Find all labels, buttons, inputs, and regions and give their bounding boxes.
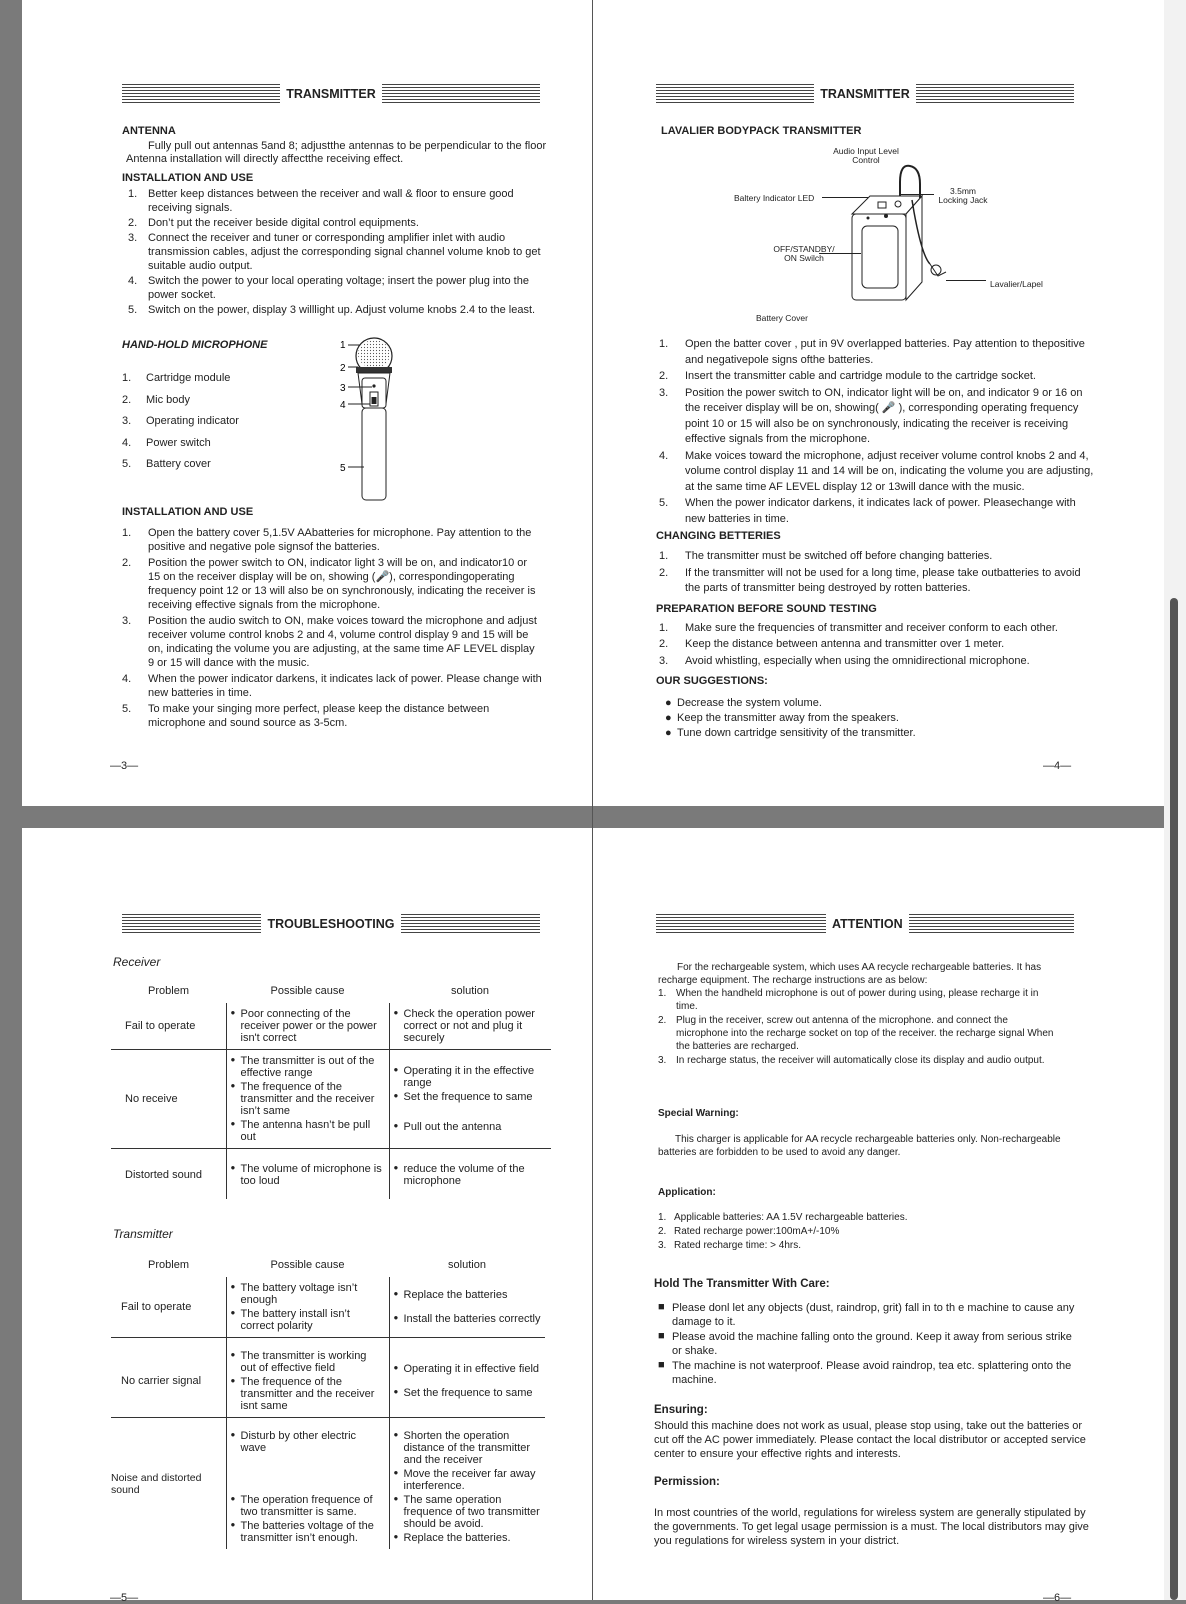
label-lapel: Lavalier/Lapel <box>990 279 1043 289</box>
label-switch: OFF/STANDBY/ ON Swilch <box>773 244 835 263</box>
page4-number: —4— <box>1043 760 1072 772</box>
page5-title: TROUBLESHOOTING <box>267 917 395 931</box>
prep-list <box>659 621 1097 670</box>
mic-callout-1: 1 <box>340 340 346 351</box>
table-row: Fail to operate ● The battery voltage isn’t enough ● The battery install isn’t correct polarity ● Replace the batteries ● Install the batteries correctly <box>111 1277 545 1338</box>
transmitter-label: Transmitter <box>113 1227 173 1241</box>
page3-install2 <box>122 505 542 731</box>
list-item: 4. Make voices toward the microphone, adjust receiver volume control knobs 2 and 4, volume control display 11 and 14 will be on, indicating the volume you are adjusting, at the same time AF LEVEL display 12 or 13will dance with the music. <box>659 449 1094 493</box>
suggestions-heading: OUR SUGGESTIONS: <box>656 675 768 687</box>
list-item: 1. Applicable batteries: AA 1.5V rechargeable batteries. <box>658 1212 908 1223</box>
page3-header <box>122 83 540 105</box>
list-item: 4. When the power indicator darkens, it indicates lack of power. Please change with new batteries in time. <box>122 673 542 699</box>
list-item: 5. When the power indicator darkens, it indicates lack of power. Pleasechange with new batteries in time. <box>659 497 1076 525</box>
page3-title: TRANSMITTER <box>286 87 376 101</box>
install-list <box>122 187 552 317</box>
application-heading: Application: <box>658 1187 716 1198</box>
bodypack-transmitter-illustration <box>840 160 1000 320</box>
list-item: 4. Switch the power to your local operating voltage; insert the power plug into the power socket. <box>128 275 529 301</box>
mic-callout-2: 2 <box>340 363 346 374</box>
lavalier-heading: LAVALIER BODYPACK TRANSMITTER <box>661 125 862 137</box>
handhold-heading: HAND-HOLD MICROPHONE <box>122 339 268 351</box>
list-item: 3. Rated recharge time: > 4hrs. <box>658 1240 802 1251</box>
list-item: 1. Make sure the frequencies of transmitter and receiver conform to each other. <box>659 621 1058 634</box>
col-problem: Problem <box>148 985 189 997</box>
ensuring-heading: Ensuring: <box>654 1404 708 1416</box>
list-item: 2. Don’t put the receiver beside digital control equipments. <box>128 217 419 229</box>
changing-list <box>659 549 1097 597</box>
page3-body <box>122 124 552 318</box>
list-item: 1. Open the batter cover , put in 9V overlapped batteries. Pay attention to thepositive and negativepole signs ofthe batteries. <box>659 338 1085 366</box>
recharge-list <box>658 987 1060 1067</box>
table-row: Fail to operate ● Poor connecting of the receiver power or the power isn't correct ● Check the operation power correct or not and plug it securely <box>111 1003 551 1050</box>
receiver-label: Receiver <box>113 955 161 969</box>
install2-heading: INSTALLATION AND USE <box>122 506 254 518</box>
page6-header <box>656 913 1074 935</box>
page3-number: —3— <box>110 760 139 772</box>
list-item: 3. Position the power switch to ON, indicator light will be on, and indicator 9 or 16 on the receiver display will be on, showing( 🎤 ), corresponding operating frequency point 10 or 15 will also be on synchronously, indicating the receiver is receiving effective signals from the microphone. <box>659 386 1083 445</box>
label-battery-cover: Battery Cover <box>756 313 808 323</box>
list-item: 3. Operating indicator <box>122 415 239 427</box>
table-row: Noise and distorted sound ● Disturb by other electric wave ● The operation frequence of two transmitter is same. ● The batteries voltage of the transmitter isn’t enough. ● Shorten the operation distance of the transmitter and the receiver ● Move the receiver far away interference. ● The same operation frequence of two transmitter should be avoid. ● Replace the batteries. <box>111 1418 545 1550</box>
table-row: No carrier signal ● The transmitter is working out of effective field ● The frequence of the transmitter and the receiver isnt same ● Operating it in effective field ● Set the frequence to same <box>111 1338 545 1418</box>
page4-steps <box>656 337 1097 741</box>
antenna-text: Fully pull out antennas 5and 8; adjustthe antennas to be perpendicular to the floor Antenna installation will directly affectthe receiving effect. <box>126 140 547 165</box>
list-item: 2. If the transmitter will not be used for a long time, please take outbatteries to avoid the parts of transmitter being destroyed by rotten batteries. <box>659 566 1081 594</box>
application-list <box>658 1211 1058 1253</box>
list-item: ● Keep the transmitter away from the speakers. <box>665 712 899 724</box>
label-battery-led: Baltery Indicator LED <box>734 193 815 203</box>
table-row: No receive ● The transmitter is out of the effective range ● The frequence of the transmitter and the receiver isn’t same ● The antenna hasn’t be pull out ● Operating it in the effective range ● Set the frequence to same ● Pull out the antenna <box>111 1050 551 1149</box>
page4-header <box>656 83 1074 105</box>
special-warning-heading: Special Warning: <box>658 1108 739 1119</box>
list-item: 4. Power switch <box>122 436 211 449</box>
care-list <box>654 1301 1084 1388</box>
ensuring-text: Should this machine does not work as usual, please stop using, take out the batteries or cut off the AC power immediately. Please contact the local distributor or accepted service center to ensure your effective rights and interests. <box>654 1420 1086 1460</box>
list-item: 1. When the handheld microphone is out of power during using, please recharge it in time. <box>658 988 1039 1012</box>
mic-callout-3: 3 <box>340 383 346 394</box>
list-item: ■ The machine is not waterproof. Please avoid raindrop, tea etc. splattering onto the machine. <box>658 1359 1072 1386</box>
intro-text: For the rechargeable system, which uses AA recycle rechargeable batteries. It has recharge equipment. The recharge instructions are as below: <box>658 962 1042 986</box>
receiver-table <box>111 981 551 1199</box>
list-item: ■ Please donl let any objects (dust, raindrop, grit) fall in to th e machine to cause any damage to it. <box>658 1301 1075 1328</box>
prep-heading: PREPARATION BEFORE SOUND TESTING <box>656 602 877 615</box>
steps-list <box>659 337 1097 527</box>
page6-title: ATTENTION <box>832 917 903 931</box>
page5-header <box>122 913 540 935</box>
list-item: 3. Position the audio switch to ON, make voices toward the microphone and adjust receiver volume control knobs 2 and 4, volume control display 9 and 15 will be on, indicating the volume you are adjusting, at the same time AF LEVEL display 9 or 15 will dance with the music. <box>122 615 537 669</box>
list-item: 1. Open the battery cover 5,1.5V AAbatteries for microphone. Pay attention to the positive and negative pole signsof the batteries. <box>122 527 532 553</box>
page6-intro <box>658 961 1060 1068</box>
list-item: 1. Better keep distances between the receiver and wall & floor to ensure good receiving signals. <box>128 188 514 214</box>
list-item: 2. Insert the transmitter cable and cartridge module to the cartridge socket. <box>659 370 1036 382</box>
mic-callout-4: 4 <box>340 400 346 411</box>
parts-list <box>122 368 322 476</box>
list-item: 3. In recharge status, the receiver will automatically close its display and audio output. <box>658 1055 1045 1066</box>
list-item: 2. Keep the distance between antenna and transmitter over 1 meter. <box>659 638 1005 650</box>
scrollbar-thumb[interactable] <box>1170 598 1178 1600</box>
page-divider <box>592 0 593 1600</box>
page6-number: —6— <box>1043 1592 1072 1604</box>
list-item: 2. Rated recharge power:100mA+/-10% <box>658 1226 840 1237</box>
antenna-heading: ANTENNA <box>122 125 176 137</box>
page5-number: —5— <box>110 1592 139 1604</box>
label-locking-jack: 3.5mm Locking Jack <box>938 186 988 205</box>
list-item: 5. To make your singing more perfect, please keep the distance between microphone and sound source as 3-5cm. <box>122 703 490 729</box>
install-heading: INSTALLATION AND USE <box>122 172 254 184</box>
special-warning-text: This charger is applicable for AA recycle rechargeable batteries only. Non-rechargeable batteries are forbidden to be used to avoid any danger. <box>658 1134 1061 1158</box>
transmitter-table: Problem Possible cause solution Fail to operate ● The battery voltage isn’t enough ● The battery install isn’t correct polarity ● Replace the batteries ● Install the batteries correctly No carrier signal ● The transmitter is working out of effective field ● The frequence of the transmitter and the receiver isnt same ● Operating it in effective field ● Set the frequence to same Noise and distorted sound ● Disturb by other electric wave ● The operation frequence of two transmitter is same. ● The batteries voltage of the transmitter isn’t enough. ● Shorten the operation distance of the transmitter and the receiver ● Move the receiver far away interference. ● The same operation frequence of two transmitter should be avoid. ● Replace the batteries. <box>111 1255 545 1549</box>
care-heading: Hold The Transmitter With Care: <box>654 1278 830 1290</box>
handheld-microphone-illustration <box>336 334 406 509</box>
list-item: 1. The transmitter must be switched off before changing batteries. <box>659 550 993 562</box>
label-audio-input: Audio Input Level Control <box>833 146 899 165</box>
suggestions-list <box>659 696 1097 741</box>
col-solution: solution <box>451 985 489 997</box>
list-item: 3. Avoid whistling, especially when using the omnidirectional microphone. <box>659 654 1030 667</box>
list-item: 2. Mic body <box>122 393 191 406</box>
permission-text: In most countries of the world, regulations for wireless system are generally stipulated by the governments. To get legal usage permission is a must. The local distributors may give you regulations for wireless system in your district. <box>654 1507 1089 1547</box>
list-item: 2. Position the power switch to ON, indicator light 3 will be on, and indicator10 or 15 on the receiver display will be on, showing (🎤), correspondingoperating frequency point 12 or 13 will also be on synchronously, indicating the receiver is receiving effective signals from the microphone. <box>122 557 536 611</box>
list-item: 3. Connect the receiver and tuner or corresponding amplifier inlet with audio transmission cables, adjust the corresponding signal channel volume knob to get suitable audio output. <box>128 232 541 272</box>
install2-list <box>122 526 542 730</box>
mic-callout-5: 5 <box>340 463 346 474</box>
table-row: Distorted sound ● The volume of microphone is too loud ● reduce the volume of the microphone <box>111 1149 551 1200</box>
permission-heading: Permission: <box>654 1476 720 1488</box>
page4-title: TRANSMITTER <box>820 87 910 101</box>
list-item: 5. Battery cover <box>122 458 211 470</box>
col-cause: Possible cause <box>270 985 345 997</box>
list-item: ● Decrease the system volume. <box>665 697 822 709</box>
list-item: 1. Cartridge module <box>122 372 231 384</box>
list-item: 5. Switch on the power, display 3 willlight up. Adjust volume knobs 2.4 to the least. <box>128 304 536 316</box>
list-item: ■ Please avoid the machine falling onto the ground. Keep it away from serious strike or shake. <box>658 1330 1072 1357</box>
changing-heading: CHANGING BETTERIES <box>656 530 781 542</box>
list-item: 2. Plug in the receiver, screw out antenna of the microphone. and connect the microphone into the recharge socket on top of the receiver. the recharge signal When the batteries are recharged. <box>658 1015 1054 1052</box>
list-item: ● Tune down cartridge sensitivity of the transmitter. <box>665 727 916 739</box>
